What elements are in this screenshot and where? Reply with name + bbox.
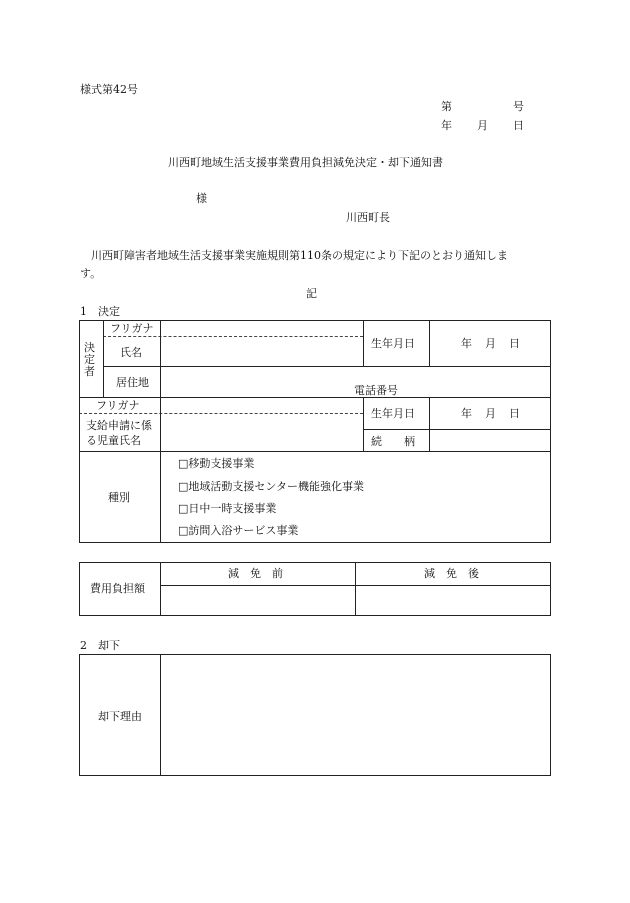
type-option-bathing[interactable]: □訪問入浴サービス事業 (178, 524, 299, 537)
doc-number-dai: 第 (441, 100, 452, 113)
birthdate-label: 生年月日 (371, 337, 415, 350)
date-month: 月 (477, 119, 488, 132)
type-label: 種別 (108, 491, 130, 504)
relation-label: 続 柄 (371, 435, 415, 448)
date-day: 日 (513, 119, 524, 132)
address-label: 居住地 (116, 376, 149, 389)
type-option-daytime[interactable]: □日中一時支援事業 (178, 502, 277, 515)
date-year: 年 (441, 119, 452, 132)
cost-after-header: 減 免 後 (424, 567, 479, 580)
child-birthdate-label: 生年月日 (371, 407, 415, 420)
type-option-activity-center[interactable]: □地域活動支援センター機能強化事業 (178, 480, 364, 493)
section1-heading: 1 決定 (80, 305, 120, 318)
cost-before-header: 減 免 前 (228, 567, 283, 580)
doc-number-go: 号 (513, 100, 524, 113)
child-label-line2: る児童氏名 (86, 434, 141, 447)
reject-reason-label: 却下理由 (98, 710, 142, 723)
cost-label: 費用負担額 (90, 582, 145, 595)
child-furigana-label: フリガナ (96, 399, 140, 412)
type-option-mobility[interactable]: □移動支援事業 (178, 457, 255, 470)
document-title: 川西町地域生活支援事業費用負担減免決定・却下通知書 (168, 156, 443, 169)
addressee-suffix: 様 (196, 192, 207, 205)
section2-heading: 2 却下 (80, 639, 120, 652)
body-text-line2: す。 (80, 267, 102, 280)
decider-label-3: 者 (84, 365, 95, 378)
birth-year: 年 (461, 337, 472, 350)
child-birth-month: 月 (485, 407, 496, 420)
decider-label-1: 決 (84, 341, 95, 354)
birth-day: 日 (509, 337, 520, 350)
ki-label: 記 (306, 287, 317, 300)
child-birth-year: 年 (461, 407, 472, 420)
child-label-line1: 支給申請に係 (86, 419, 152, 432)
form-number: 様式第42号 (80, 83, 138, 96)
phone-label: 電話番号 (354, 384, 398, 397)
name-label: 氏名 (120, 346, 142, 359)
birth-month: 月 (485, 337, 496, 350)
issuer: 川西町長 (346, 211, 390, 224)
furigana-label: フリガナ (110, 322, 154, 335)
decider-label-2: 定 (84, 353, 95, 366)
child-birth-day: 日 (509, 407, 520, 420)
body-text-line1: 川西町障害者地域生活支援事業実施規則第110条の規定により下記のとおり通知しま (91, 249, 508, 262)
